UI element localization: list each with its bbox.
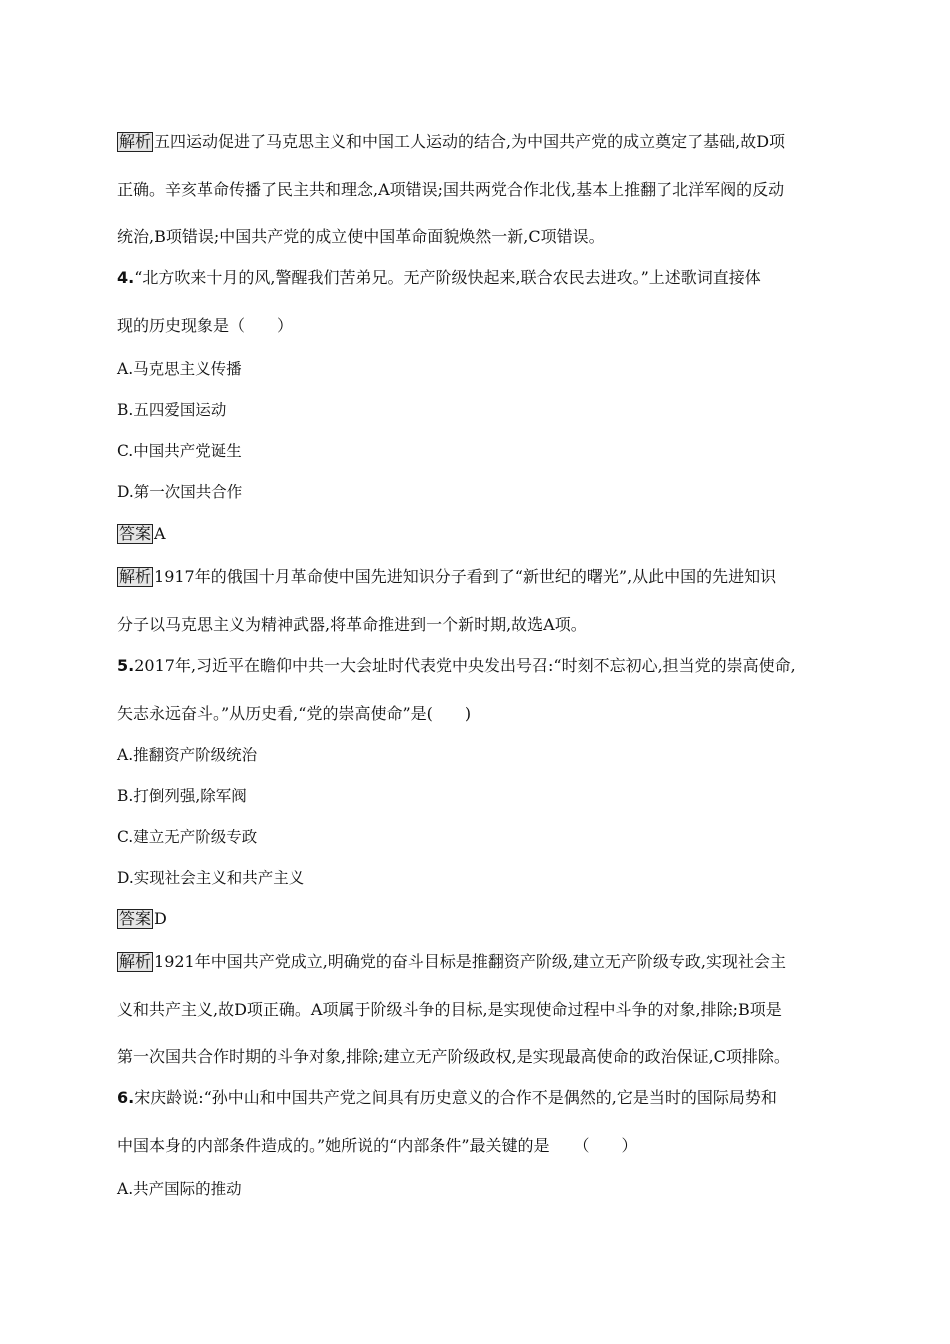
analysis-line [117, 566, 776, 588]
answer-line [117, 523, 166, 545]
answer-tag: 答案 [119, 909, 152, 928]
question-text: 2017年,习近平在瞻仰中共一大会址时代表党中央发出号召:“时刻不忘初心,担当党的崇高使命, [134, 656, 796, 675]
analysis-line [117, 131, 785, 153]
option-b: B.五四爱国运动 [117, 401, 227, 419]
option-a: A.推翻资产阶级统治 [117, 746, 258, 764]
analysis-line: 分子以马克思主义为精神武器,将革命推进到一个新时期,故选A项。 [117, 615, 587, 634]
option-d: D.实现社会主义和共产主义 [117, 869, 305, 887]
question-text: 宋庆龄说:“孙中山和中国共产党之间具有历史意义的合作不是偶然的,它是当时的国际局势和 [134, 1088, 777, 1107]
analysis-line: 第一次国共合作时期的斗争对象,排除;建立无产阶级政权,是实现最高使命的政治保证,C项排除。 [117, 1047, 790, 1066]
analysis-line [117, 951, 786, 973]
question-stem [117, 655, 796, 677]
question-number: 6. [117, 1088, 135, 1107]
question-stem: 现的历史现象是（ ） [117, 316, 294, 335]
analysis-text: 五四运动促进了马克思主义和中国工人运动的结合,为中国共产党的成立奠定了基础,故D项 [154, 132, 786, 151]
question-stem: 中国本身的内部条件造成的。”她所说的“内部条件”最关键的是 （ ） [117, 1136, 638, 1155]
analysis-tag: 解析 [119, 952, 152, 971]
answer-value: A [154, 524, 166, 543]
option-b: B.打倒列强,除军阀 [117, 787, 247, 805]
analysis-line: 义和共产主义,故D项正确。A项属于阶级斗争的目标,是实现使命过程中斗争的对象,排除;B项是 [117, 1000, 782, 1019]
analysis-line: 统治,B项错误;中国共产党的成立使中国革命面貌焕然一新,C项错误。 [117, 227, 605, 246]
analysis-line: 正确。辛亥革命传播了民主共和理念,A项错误;国共两党合作北伐,基本上推翻了北洋军阀的反动 [117, 180, 785, 199]
question-stem: 矢志永远奋斗。”从历史看,“党的崇高使命”是( ) [117, 704, 472, 723]
option-c: C.中国共产党诞生 [117, 442, 242, 460]
option-a: A.共产国际的推动 [117, 1180, 242, 1198]
option-d: D.第一次国共合作 [117, 483, 243, 501]
analysis-text: 1917年的俄国十月革命使中国先进知识分子看到了“新世纪的曙光”,从此中国的先进知识 [154, 567, 777, 586]
analysis-tag: 解析 [119, 132, 152, 151]
option-c: C.建立无产阶级专政 [117, 828, 258, 846]
answer-line [117, 908, 167, 930]
analysis-text: 1921年中国共产党成立,明确党的奋斗目标是推翻资产阶级,建立无产阶级专政,实现社会主 [154, 952, 786, 971]
answer-value: D [154, 909, 167, 928]
question-stem [117, 267, 761, 289]
analysis-tag: 解析 [119, 567, 152, 586]
question-number: 4. [117, 268, 135, 287]
answer-tag: 答案 [119, 524, 152, 543]
question-number: 5. [117, 656, 135, 675]
question-stem [117, 1087, 777, 1109]
question-text: “北方吹来十月的风,警醒我们苦弟兄。无产阶级快起来,联合农民去进攻。”上述歌词直接体 [134, 268, 761, 287]
option-a: A.马克思主义传播 [117, 360, 242, 378]
